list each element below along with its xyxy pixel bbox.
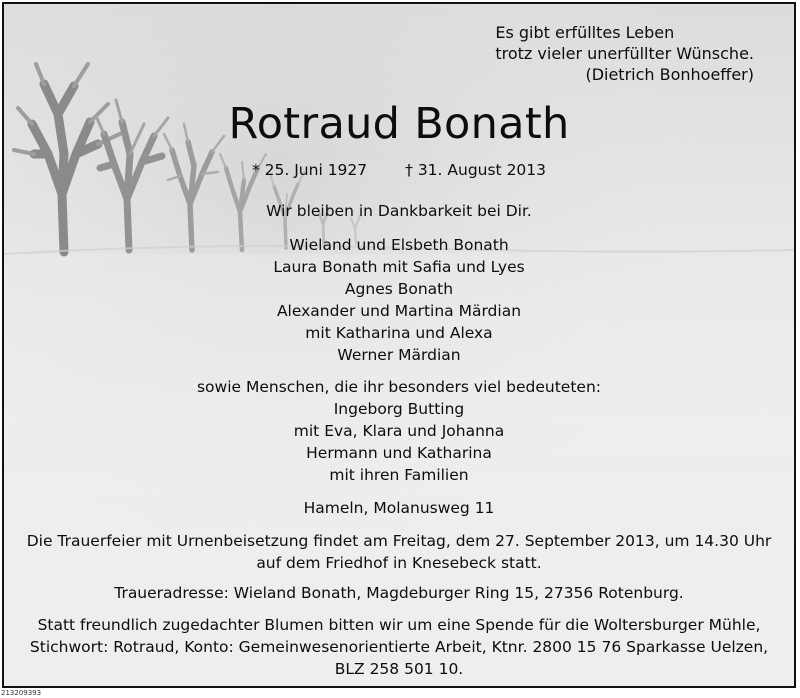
others-intro: sowie Menschen, die ihr besonders viel bedeuteten: <box>196 378 601 396</box>
obituary-notice <box>2 2 796 688</box>
donation-line-1: Statt freundlich zugedachter Blumen bitten wir um eine Spende für die Woltersburger Mühle, <box>37 616 761 634</box>
donation-line-2: Stichwort: Rotraud, Konto: Gemeinwesenorientierte Arbeit, Ktnr. 2800 15 76 Sparkasse Uelzen, <box>29 638 769 656</box>
ceremony-line-2: auf dem Friedhof in Knesebeck statt. <box>256 554 542 572</box>
family-member: Agnes Bonath <box>344 280 454 298</box>
quote-line-2: trotz vieler unerfüllter Wünsche. <box>495 44 754 63</box>
donation-line-3: BLZ 258 501 10. <box>334 660 464 678</box>
dedication-line: Wir bleiben in Dankbarkeit bei Dir. <box>266 202 532 220</box>
other-mourner: Hermann und Katharina <box>306 444 492 462</box>
deceased-name: Rotraud Bonath <box>228 99 570 149</box>
birth-date: * 25. Juni 1927 <box>251 161 368 179</box>
ceremony-line-1: Die Trauerfeier mit Urnenbeisetzung findet am Freitag, dem 27. September 2013, um 14.30 Uhr <box>26 532 772 550</box>
ad-id: 213209393 <box>1 689 42 697</box>
family-member: Wieland und Elsbeth Bonath <box>289 236 509 254</box>
epigraph-quote <box>495 22 754 85</box>
death-date: † 31. August 2013 <box>405 161 547 179</box>
other-mourner: Ingeborg Butting <box>333 400 465 418</box>
life-dates <box>4 159 794 181</box>
other-mourner: mit Eva, Klara und Johanna <box>293 422 505 440</box>
quote-author: (Dietrich Bonhoeffer) <box>585 65 754 84</box>
home-address: Hameln, Molanusweg 11 <box>303 499 495 517</box>
family-member: Werner Märdian <box>337 346 461 364</box>
other-mourner: mit ihren Familien <box>329 466 469 484</box>
family-member: Alexander und Martina Märdian <box>276 302 522 320</box>
family-member: Laura Bonath mit Safia und Lyes <box>273 258 525 276</box>
family-member: mit Katharina und Alexa <box>305 324 493 342</box>
quote-line-1: Es gibt erfülltes Leben <box>495 23 675 42</box>
mourning-address: Traueradresse: Wieland Bonath, Magdeburger Ring 15, 27356 Rotenburg. <box>114 584 684 602</box>
